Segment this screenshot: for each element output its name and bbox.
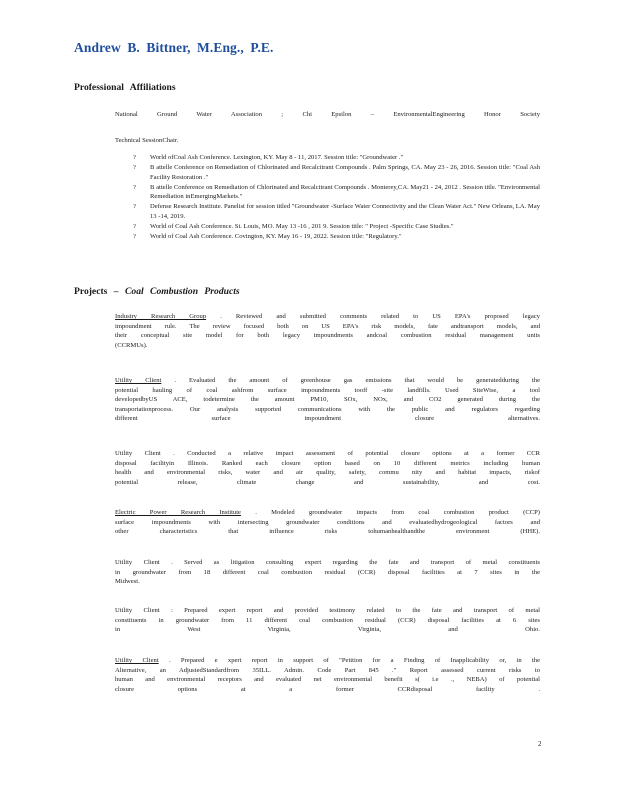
project-text-line: . Conducted a relative impact assessment of potential closure options at a former CCR bbox=[160, 450, 541, 457]
list-item bbox=[133, 163, 540, 182]
bullet-text: B attelle Conference on Remediation of Chlorinated and Recalcitrant Compounds . Monterey,CA. May21 - 24, 2012 . Session title. "Environmental Remediation inEmergingMarkets." bbox=[150, 183, 540, 200]
project-text-line: . Prepared e xpert report in support of "Petition for a Finding of Inapplicability or, in the bbox=[158, 657, 541, 664]
project-entry bbox=[115, 558, 540, 587]
project-text-last: in West Virginia, Virginia, and Ohio. bbox=[115, 626, 540, 633]
session-chair-list bbox=[133, 153, 540, 242]
resume-name: Andrew B. Bittner, M.Eng., P.E. bbox=[74, 40, 274, 55]
project-client: Electric Power Research Institute bbox=[115, 509, 241, 516]
project-text-line: . Served as litigation consulting expert regarding the fate and transport of metal constituents bbox=[159, 559, 540, 566]
project-client: Utility Client bbox=[115, 450, 161, 457]
project-text-line: potential hauling of coal ashfrom surface impoundments tooff -site landfills. Used SiteWise, a tool bbox=[115, 386, 540, 394]
bullet-text: World of Coal Ash Conference. Covington, KY. May 16 - 19, 2022. Session title: "Regulatory." bbox=[150, 232, 402, 240]
list-item bbox=[133, 202, 540, 221]
list-item bbox=[133, 153, 540, 163]
bullet-mark: ? bbox=[133, 203, 136, 210]
bullet-mark: ? bbox=[133, 164, 136, 171]
project-text-last: potential release, climate change and sustainability, and cost. bbox=[115, 478, 540, 486]
project-client: Utility Client bbox=[115, 607, 160, 614]
project-entry bbox=[115, 606, 540, 635]
project-text-line: human and environmental receptors and evaluated net environmental benefit s( i.e ., NEBA) of potential bbox=[115, 676, 540, 683]
project-entry bbox=[115, 449, 540, 487]
project-text-line: . Evaluated the amount of greenhouse gas emissions that would be generatedduring the bbox=[161, 377, 540, 384]
project-text-line: : Prepared expert report and provided testimony related to the fate and transport of metal bbox=[159, 607, 540, 614]
bullet-text: Defense Research Institute. Panelist for session titled "Groundwater -Surface Water Connectivity and the Clean Water Act." New Orleans, LA. May 13 -14, 2019. bbox=[150, 203, 540, 220]
project-client: Utility Client bbox=[115, 657, 159, 664]
project-client: Utility Client bbox=[115, 377, 162, 384]
project-entry bbox=[115, 656, 540, 694]
project-entry bbox=[115, 312, 540, 350]
bullet-mark: ? bbox=[133, 183, 136, 191]
project-text-last: Midwest. bbox=[115, 578, 140, 585]
list-item bbox=[133, 222, 540, 232]
project-text-line: in groundwater from 18 different coal combustion residual (CCR) disposal facilities at 7 sites in the bbox=[115, 568, 540, 576]
session-chair-label bbox=[115, 136, 540, 146]
project-text-line: transportationprocess. Our analysis supported communications with the public and regulators regarding bbox=[115, 405, 540, 413]
projects-heading bbox=[74, 286, 240, 297]
project-text-line: disposal facilityin Illinois. Ranked each closure option based on 10 different metrics including human bbox=[115, 459, 540, 467]
list-item bbox=[133, 183, 540, 202]
project-text-line: their conceptual site model for both legacy impoundments andcoal combustion residual management units bbox=[115, 332, 540, 339]
project-text-line: health and environmental risks, water and air quality, safety, commu nity and habitat impacts, riskof bbox=[115, 469, 540, 476]
project-text-line: Alternative, an AdjustedStandardfrom 35ILL. Admin. Code Part 845 ." Report assessed current risks to bbox=[115, 666, 540, 674]
project-text-line: surface impoundments with intersecting groundwater conditions and evaluatedhydrogeological factors and bbox=[115, 518, 540, 526]
memberships-text: National Ground Water Association ; Chi Epsilon – EnvironmentalEngineering Honor Society bbox=[115, 111, 540, 118]
project-text-last: closure options at a former CCRdisposal facility . bbox=[115, 685, 540, 693]
session-chair-text: Technical SessionChair. bbox=[115, 137, 179, 144]
projects-heading-label: Projects bbox=[74, 286, 108, 297]
project-text-last: other characteristics that influence risks tohumanhealthandthe environment (HHE). bbox=[115, 528, 540, 535]
project-client: Industry Research Group bbox=[115, 313, 207, 320]
project-text-line: . Reviewed and submitted comments related to US EPA's proposed legacy bbox=[206, 313, 540, 320]
project-entry bbox=[115, 376, 540, 424]
project-text-line: . Modeled groundwater impacts from coal combustion product (CCP) bbox=[240, 509, 540, 516]
bullet-mark: ? bbox=[133, 154, 136, 161]
list-item bbox=[133, 232, 540, 242]
project-text-line: developedbyUS ACE, todetermine the amount PM10, SOx, NOx, and CO2 generated during the bbox=[115, 396, 540, 403]
project-client: Utility Client bbox=[115, 559, 160, 566]
project-text-line: impoundment rule. The review focused both on US EPA's risk models, fate andtransport models, and bbox=[115, 322, 540, 330]
project-entry bbox=[115, 508, 540, 537]
bullet-mark: ? bbox=[133, 232, 136, 240]
projects-heading-topic: – Coal Combustion Products bbox=[113, 286, 240, 297]
bullet-text: B attelle Conference on Remediation of Chlorinated and Recalcitrant Compounds . Palm Springs, CA. May 23 - 26, 2016. Session title: "Coal Ash Facility Restoration ." bbox=[150, 164, 540, 181]
project-text-last: different surface impoundment closure alternatives. bbox=[115, 415, 540, 422]
bullet-mark: ? bbox=[133, 222, 136, 230]
page-number: 2 bbox=[538, 740, 542, 748]
project-text-last: (CCRMUs). bbox=[115, 341, 148, 349]
memberships-line bbox=[115, 110, 540, 120]
project-text-line: constituents in groundwater from 11 different coal combustion residual (CCR) disposal facilities at 6 sites bbox=[115, 616, 540, 624]
affiliations-heading: Professional Affiliations bbox=[74, 82, 176, 93]
bullet-text: World ofCoal Ash Conference. Lexington, KY. May 8 - 11, 2017. Session title: "Groundwater ." bbox=[150, 154, 404, 161]
bullet-text: World of Coal Ash Conference. St. Louis, MO. May 13 -16 , 201 9. Session title: " Project -Specific Case Studies." bbox=[150, 222, 454, 230]
